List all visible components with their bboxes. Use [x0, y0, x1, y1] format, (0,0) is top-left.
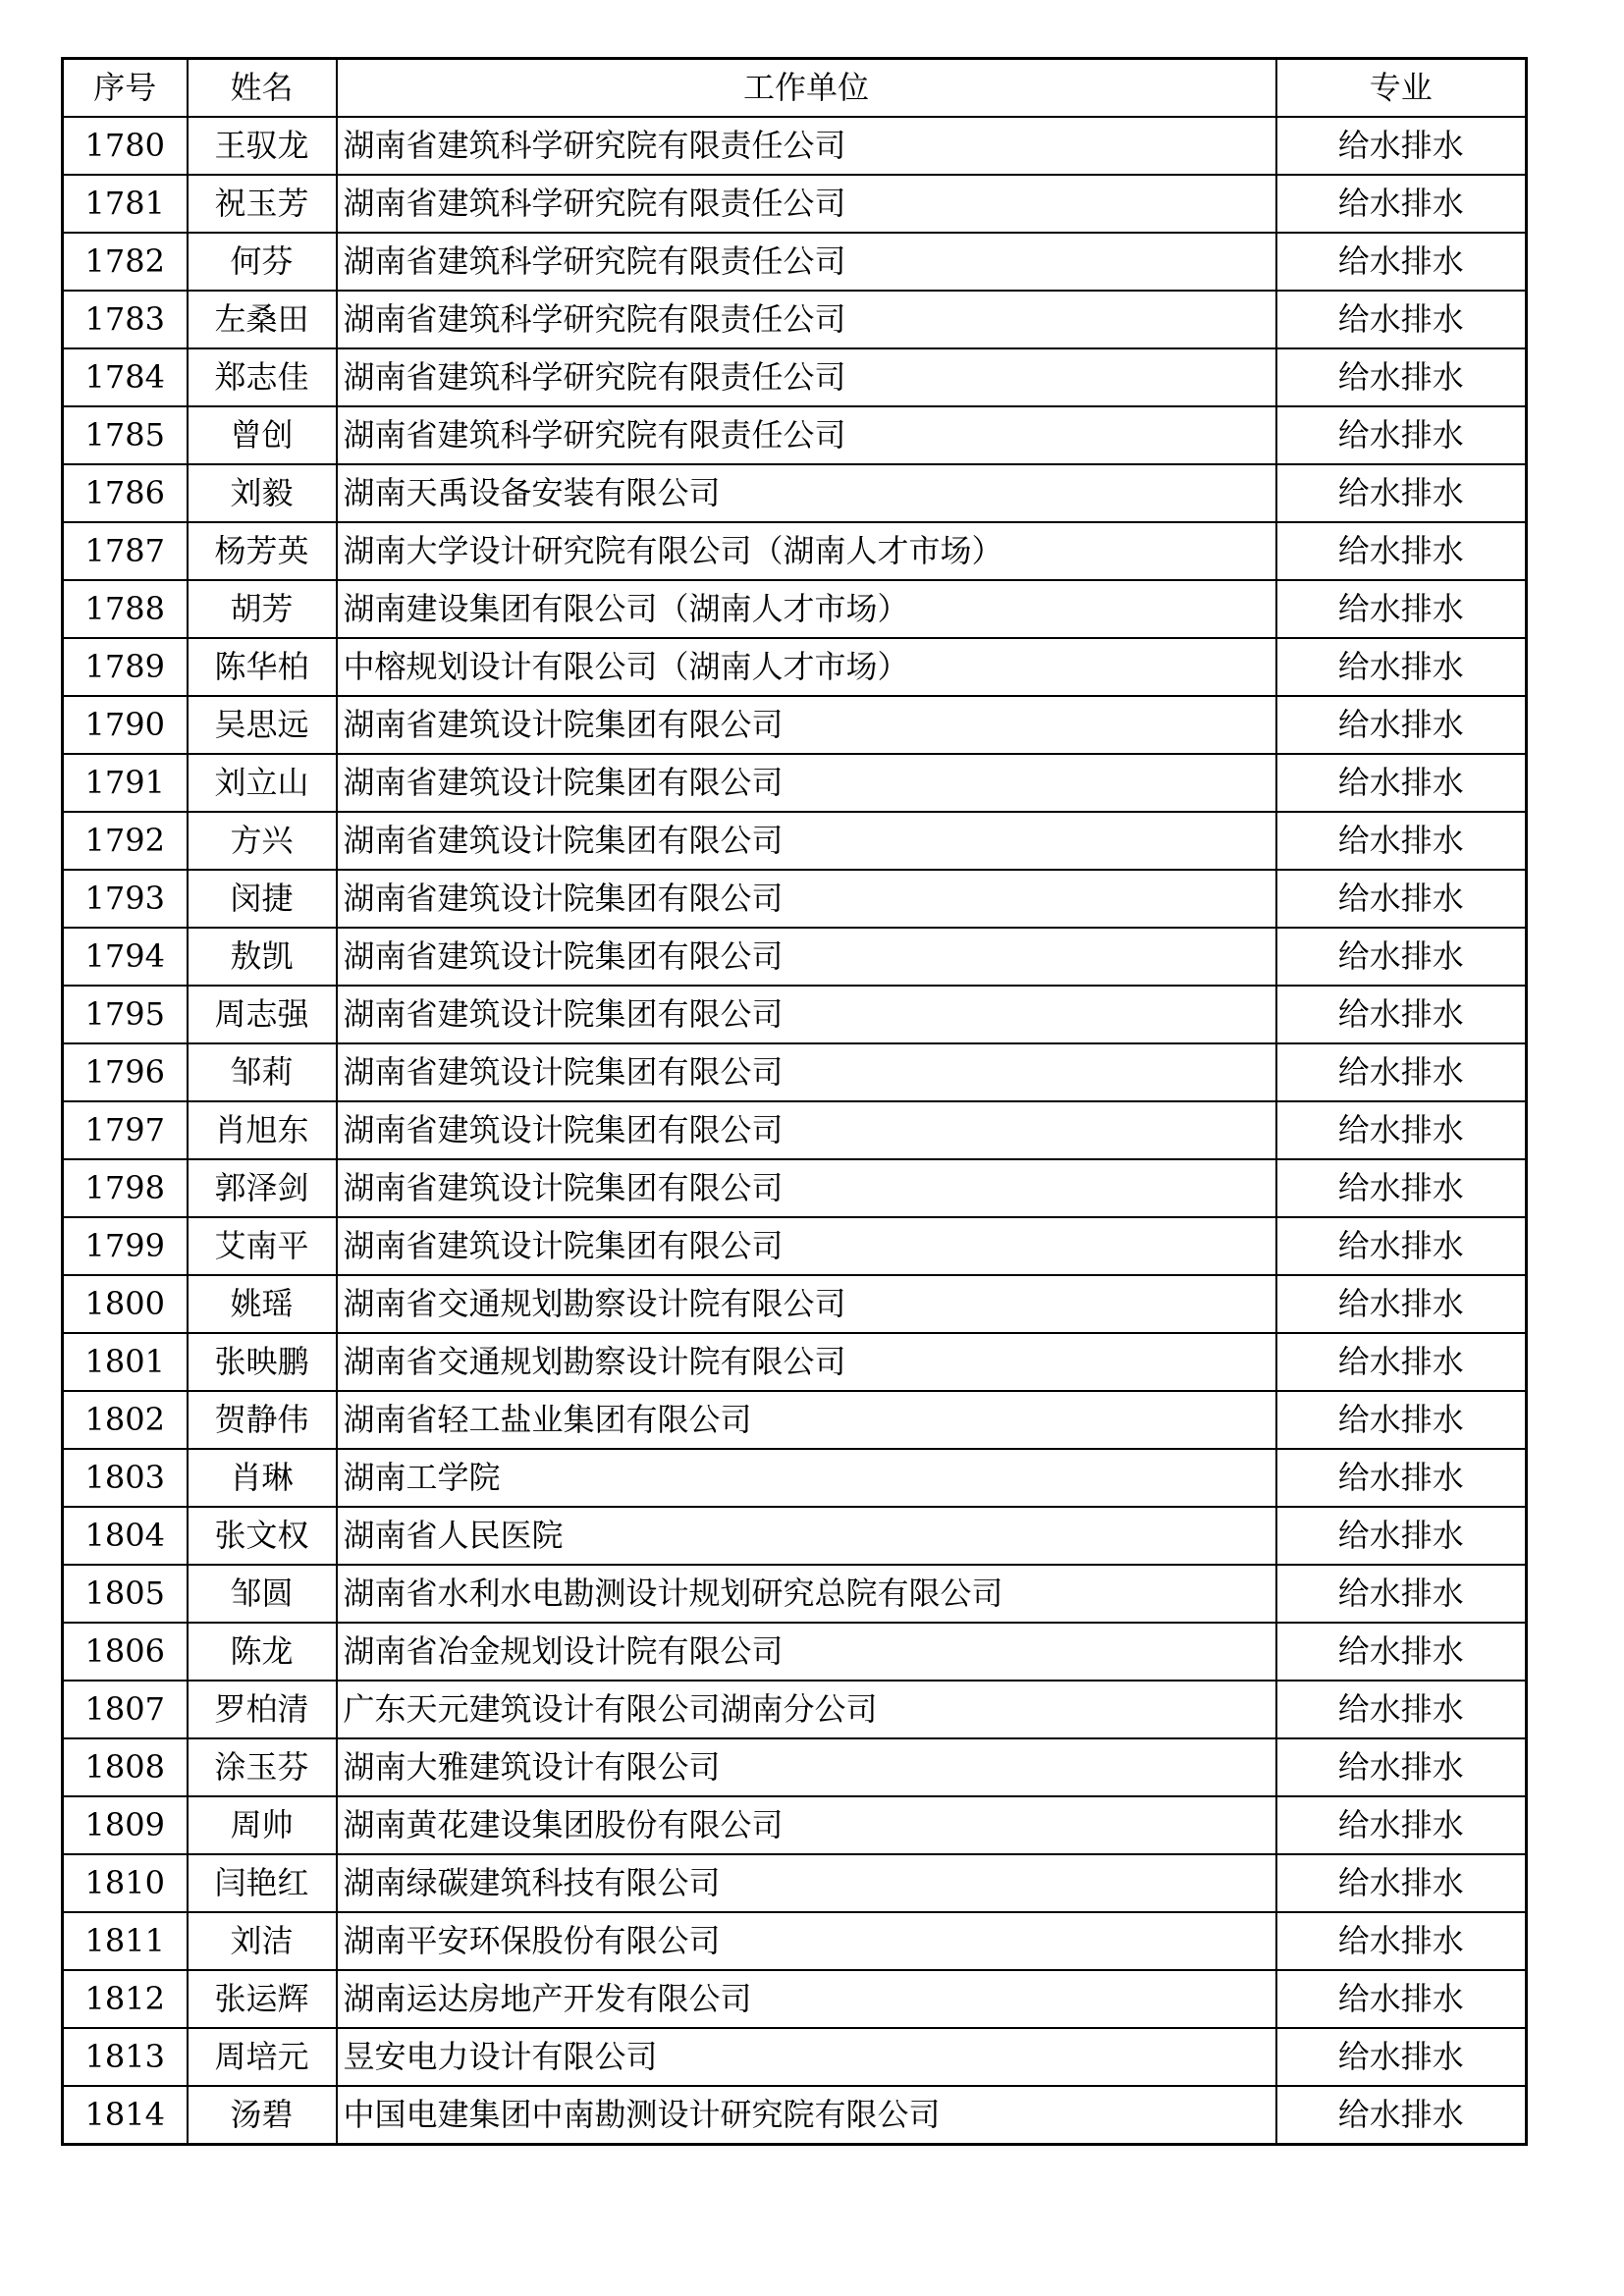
- cell-major: 给水排水: [1276, 870, 1527, 928]
- header-index: 序号: [63, 59, 188, 118]
- table-row: [63, 580, 1527, 638]
- cell-unit: 湖南省建筑设计院集团有限公司: [337, 1101, 1276, 1159]
- cell-major: 给水排水: [1276, 1681, 1527, 1738]
- cell-index: 1802: [63, 1391, 188, 1449]
- cell-unit: 湖南省建筑设计院集团有限公司: [337, 1159, 1276, 1217]
- cell-unit: 湖南省建筑设计院集团有限公司: [337, 812, 1276, 870]
- header-name: 姓名: [188, 59, 337, 118]
- cell-unit: 湖南省建筑设计院集团有限公司: [337, 754, 1276, 812]
- cell-name: 贺静伟: [188, 1391, 337, 1449]
- cell-major: 给水排水: [1276, 175, 1527, 233]
- table-row: [63, 870, 1527, 928]
- cell-unit: 湖南省建筑科学研究院有限责任公司: [337, 117, 1276, 175]
- cell-unit: 湖南大学设计研究院有限公司（湖南人才市场）: [337, 522, 1276, 580]
- cell-unit: 湖南省建筑科学研究院有限责任公司: [337, 175, 1276, 233]
- table-row: [63, 812, 1527, 870]
- cell-name: 艾南平: [188, 1217, 337, 1275]
- cell-index: 1786: [63, 464, 188, 522]
- cell-index: 1785: [63, 406, 188, 464]
- table-row: [63, 928, 1527, 986]
- cell-unit: 湖南省建筑科学研究院有限责任公司: [337, 233, 1276, 291]
- cell-unit: 湖南运达房地产开发有限公司: [337, 1970, 1276, 2028]
- table-row: [63, 1101, 1527, 1159]
- cell-unit: 湖南省建筑设计院集团有限公司: [337, 1217, 1276, 1275]
- table-row: [63, 1970, 1527, 2028]
- cell-name: 周帅: [188, 1796, 337, 1854]
- table-row: [63, 348, 1527, 406]
- table-row: [63, 522, 1527, 580]
- cell-index: 1796: [63, 1043, 188, 1101]
- table-row: [63, 1796, 1527, 1854]
- table-row: [63, 1738, 1527, 1796]
- cell-major: 给水排水: [1276, 754, 1527, 812]
- cell-name: 肖琳: [188, 1449, 337, 1507]
- header-row: [63, 59, 1527, 118]
- cell-unit: 湖南省建筑设计院集团有限公司: [337, 1043, 1276, 1101]
- table-row: [63, 1681, 1527, 1738]
- cell-index: 1801: [63, 1333, 188, 1391]
- cell-major: 给水排水: [1276, 1738, 1527, 1796]
- table-row: [63, 291, 1527, 348]
- cell-major: 给水排水: [1276, 464, 1527, 522]
- cell-name: 汤碧: [188, 2086, 337, 2145]
- cell-major: 给水排水: [1276, 2028, 1527, 2086]
- table-row: [63, 464, 1527, 522]
- cell-major: 给水排水: [1276, 1101, 1527, 1159]
- cell-unit: 湖南省建筑科学研究院有限责任公司: [337, 406, 1276, 464]
- cell-unit: 湖南省建筑科学研究院有限责任公司: [337, 348, 1276, 406]
- cell-unit: 湖南大雅建筑设计有限公司: [337, 1738, 1276, 1796]
- cell-index: 1814: [63, 2086, 188, 2145]
- cell-name: 周培元: [188, 2028, 337, 2086]
- cell-major: 给水排水: [1276, 1970, 1527, 2028]
- cell-name: 吴思远: [188, 696, 337, 754]
- table-row: [63, 175, 1527, 233]
- cell-name: 陈龙: [188, 1623, 337, 1681]
- cell-name: 陈华柏: [188, 638, 337, 696]
- table-row: [63, 1275, 1527, 1333]
- cell-unit: 湖南黄花建设集团股份有限公司: [337, 1796, 1276, 1854]
- cell-major: 给水排水: [1276, 812, 1527, 870]
- cell-major: 给水排水: [1276, 1854, 1527, 1912]
- cell-unit: 湖南建设集团有限公司（湖南人才市场）: [337, 580, 1276, 638]
- cell-index: 1794: [63, 928, 188, 986]
- cell-index: 1810: [63, 1854, 188, 1912]
- cell-unit: 湖南平安环保股份有限公司: [337, 1912, 1276, 1970]
- cell-unit: 湖南省建筑科学研究院有限责任公司: [337, 291, 1276, 348]
- cell-unit: 湖南省建筑设计院集团有限公司: [337, 928, 1276, 986]
- cell-unit: 湖南省交通规划勘察设计院有限公司: [337, 1333, 1276, 1391]
- cell-major: 给水排水: [1276, 406, 1527, 464]
- cell-major: 给水排水: [1276, 1449, 1527, 1507]
- cell-name: 闵捷: [188, 870, 337, 928]
- table-row: [63, 1217, 1527, 1275]
- cell-major: 给水排水: [1276, 1391, 1527, 1449]
- table-row: [63, 1507, 1527, 1565]
- cell-name: 杨芳英: [188, 522, 337, 580]
- cell-unit: 中国电建集团中南勘测设计研究院有限公司: [337, 2086, 1276, 2145]
- cell-name: 张文权: [188, 1507, 337, 1565]
- cell-major: 给水排水: [1276, 1623, 1527, 1681]
- cell-name: 祝玉芳: [188, 175, 337, 233]
- cell-name: 曾创: [188, 406, 337, 464]
- cell-major: 给水排水: [1276, 928, 1527, 986]
- cell-name: 王驭龙: [188, 117, 337, 175]
- cell-unit: 湖南省交通规划勘察设计院有限公司: [337, 1275, 1276, 1333]
- cell-name: 闫艳红: [188, 1854, 337, 1912]
- table-row: [63, 986, 1527, 1043]
- table-row: [63, 1565, 1527, 1623]
- cell-index: 1807: [63, 1681, 188, 1738]
- cell-index: 1789: [63, 638, 188, 696]
- table-row: [63, 1912, 1527, 1970]
- table-row: [63, 1449, 1527, 1507]
- cell-major: 给水排水: [1276, 1275, 1527, 1333]
- cell-major: 给水排水: [1276, 233, 1527, 291]
- cell-index: 1791: [63, 754, 188, 812]
- cell-index: 1781: [63, 175, 188, 233]
- cell-major: 给水排水: [1276, 117, 1527, 175]
- cell-index: 1782: [63, 233, 188, 291]
- table-body: [63, 117, 1527, 2145]
- cell-index: 1798: [63, 1159, 188, 1217]
- cell-major: 给水排水: [1276, 1159, 1527, 1217]
- cell-unit: 湖南省水利水电勘测设计规划研究总院有限公司: [337, 1565, 1276, 1623]
- cell-index: 1795: [63, 986, 188, 1043]
- cell-name: 郭泽剑: [188, 1159, 337, 1217]
- cell-name: 方兴: [188, 812, 337, 870]
- cell-unit: 昱安电力设计有限公司: [337, 2028, 1276, 2086]
- cell-unit: 湖南省建筑设计院集团有限公司: [337, 696, 1276, 754]
- cell-unit: 湖南省建筑设计院集团有限公司: [337, 986, 1276, 1043]
- table-row: [63, 2028, 1527, 2086]
- table-row: [63, 1333, 1527, 1391]
- table-row: [63, 1159, 1527, 1217]
- cell-index: 1797: [63, 1101, 188, 1159]
- table-row: [63, 1623, 1527, 1681]
- cell-name: 肖旭东: [188, 1101, 337, 1159]
- cell-name: 刘洁: [188, 1912, 337, 1970]
- cell-index: 1784: [63, 348, 188, 406]
- cell-major: 给水排水: [1276, 1565, 1527, 1623]
- cell-unit: 湖南绿碳建筑科技有限公司: [337, 1854, 1276, 1912]
- cell-index: 1799: [63, 1217, 188, 1275]
- cell-index: 1792: [63, 812, 188, 870]
- cell-unit: 湖南工学院: [337, 1449, 1276, 1507]
- cell-index: 1804: [63, 1507, 188, 1565]
- cell-major: 给水排水: [1276, 1043, 1527, 1101]
- cell-major: 给水排水: [1276, 2086, 1527, 2145]
- cell-unit: 广东天元建筑设计有限公司湖南分公司: [337, 1681, 1276, 1738]
- cell-index: 1808: [63, 1738, 188, 1796]
- cell-name: 姚瑶: [188, 1275, 337, 1333]
- cell-major: 给水排水: [1276, 522, 1527, 580]
- cell-major: 给水排水: [1276, 696, 1527, 754]
- table-row: [63, 117, 1527, 175]
- cell-index: 1811: [63, 1912, 188, 1970]
- cell-name: 张运辉: [188, 1970, 337, 2028]
- header-unit: 工作单位: [337, 59, 1276, 118]
- cell-index: 1780: [63, 117, 188, 175]
- table-row: [63, 638, 1527, 696]
- cell-major: 给水排水: [1276, 986, 1527, 1043]
- cell-major: 给水排水: [1276, 580, 1527, 638]
- cell-name: 何芬: [188, 233, 337, 291]
- cell-index: 1793: [63, 870, 188, 928]
- cell-name: 郑志佳: [188, 348, 337, 406]
- cell-name: 罗柏清: [188, 1681, 337, 1738]
- table-row: [63, 1043, 1527, 1101]
- roster-table: [61, 57, 1528, 2146]
- cell-index: 1809: [63, 1796, 188, 1854]
- cell-unit: 湖南省人民医院: [337, 1507, 1276, 1565]
- table-row: [63, 1854, 1527, 1912]
- cell-index: 1806: [63, 1623, 188, 1681]
- cell-major: 给水排水: [1276, 291, 1527, 348]
- cell-index: 1787: [63, 522, 188, 580]
- cell-unit: 湖南省建筑设计院集团有限公司: [337, 870, 1276, 928]
- cell-index: 1805: [63, 1565, 188, 1623]
- cell-major: 给水排水: [1276, 1796, 1527, 1854]
- header-major: 专业: [1276, 59, 1527, 118]
- table-row: [63, 233, 1527, 291]
- cell-major: 给水排水: [1276, 638, 1527, 696]
- cell-name: 刘立山: [188, 754, 337, 812]
- table-row: [63, 2086, 1527, 2145]
- cell-name: 胡芳: [188, 580, 337, 638]
- cell-major: 给水排水: [1276, 1333, 1527, 1391]
- table-row: [63, 696, 1527, 754]
- cell-name: 张映鹏: [188, 1333, 337, 1391]
- cell-unit: 湖南天禹设备安装有限公司: [337, 464, 1276, 522]
- table-row: [63, 406, 1527, 464]
- cell-index: 1783: [63, 291, 188, 348]
- table-header: [63, 59, 1527, 118]
- cell-index: 1813: [63, 2028, 188, 2086]
- cell-index: 1790: [63, 696, 188, 754]
- cell-index: 1803: [63, 1449, 188, 1507]
- cell-name: 邹圆: [188, 1565, 337, 1623]
- cell-name: 刘毅: [188, 464, 337, 522]
- cell-major: 给水排水: [1276, 1912, 1527, 1970]
- cell-unit: 湖南省冶金规划设计院有限公司: [337, 1623, 1276, 1681]
- cell-name: 敖凯: [188, 928, 337, 986]
- cell-major: 给水排水: [1276, 1217, 1527, 1275]
- cell-index: 1800: [63, 1275, 188, 1333]
- cell-unit: 中榕规划设计有限公司（湖南人才市场）: [337, 638, 1276, 696]
- cell-name: 左桑田: [188, 291, 337, 348]
- cell-index: 1788: [63, 580, 188, 638]
- cell-index: 1812: [63, 1970, 188, 2028]
- cell-major: 给水排水: [1276, 348, 1527, 406]
- cell-name: 邹莉: [188, 1043, 337, 1101]
- table-row: [63, 1391, 1527, 1449]
- table-row: [63, 754, 1527, 812]
- cell-name: 涂玉芬: [188, 1738, 337, 1796]
- cell-name: 周志强: [188, 986, 337, 1043]
- cell-unit: 湖南省轻工盐业集团有限公司: [337, 1391, 1276, 1449]
- cell-major: 给水排水: [1276, 1507, 1527, 1565]
